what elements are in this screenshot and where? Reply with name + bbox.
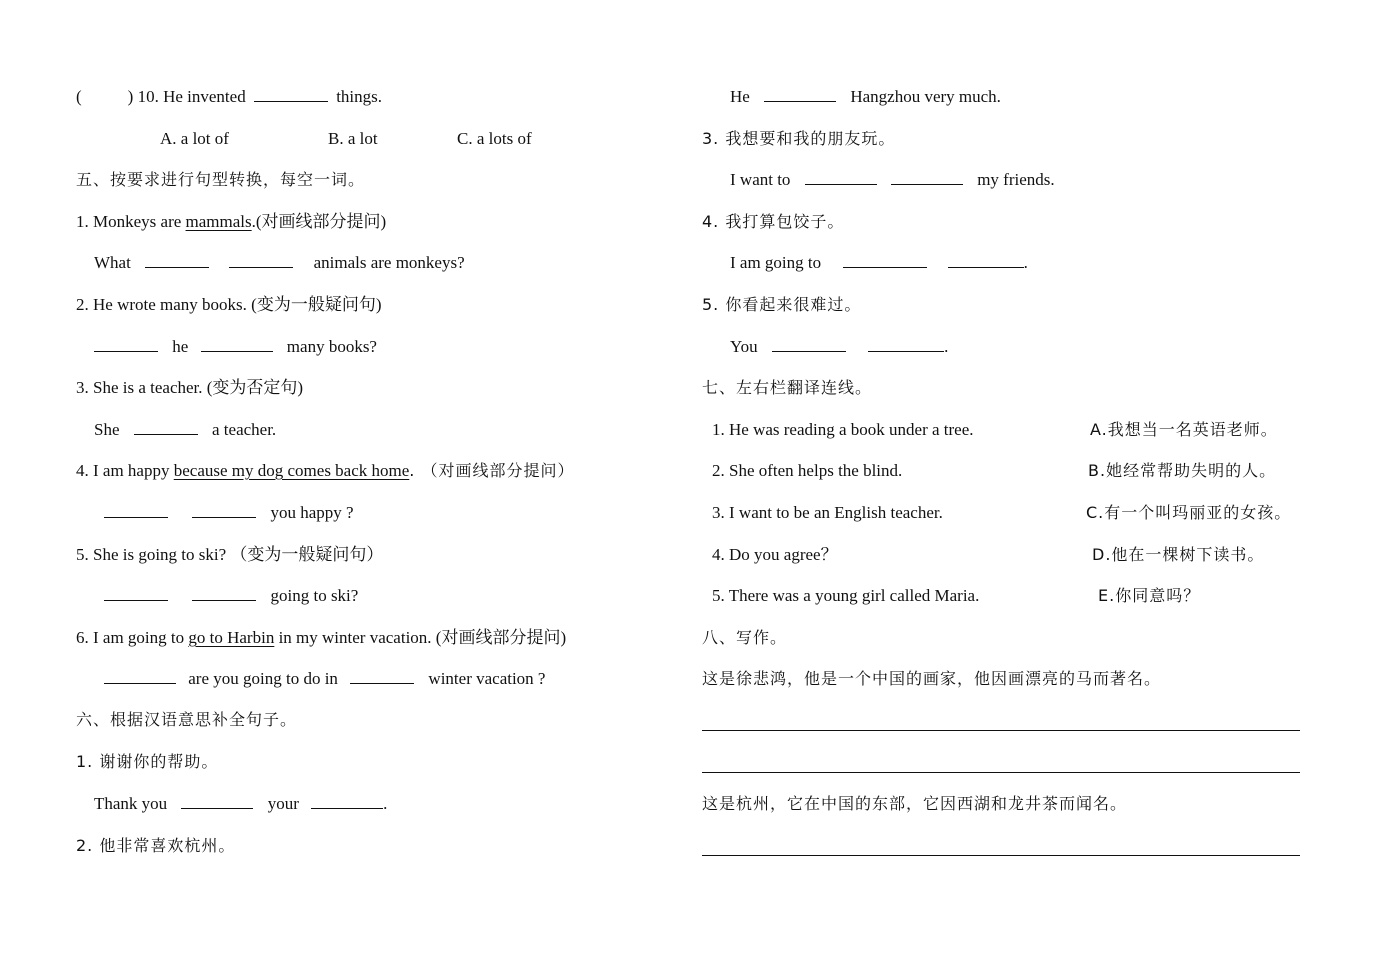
answer-text: What (94, 253, 131, 272)
s5-q4-instruction: . （对画线部分提问） (409, 461, 575, 480)
writing-line[interactable] (702, 730, 1300, 731)
answer-text: my friends. (977, 170, 1055, 189)
answer-text: . (1023, 253, 1028, 272)
answer-blank[interactable] (104, 669, 176, 684)
s5-q4-underlined: because my dog comes back home (173, 461, 410, 480)
answer-text: Hangzhou very much. (850, 87, 1001, 106)
answer-blank[interactable] (805, 170, 877, 185)
answer-blank[interactable] (868, 337, 944, 352)
s5-q1-text: 1. Monkeys are (76, 212, 186, 231)
match-right-item-e: E.你同意吗？ (1098, 586, 1201, 605)
section-8-title: 八、写作。 (702, 628, 788, 647)
s5-answer-1 (94, 252, 465, 274)
s6-answer-3 (730, 169, 1055, 191)
answer-blank[interactable] (948, 253, 1024, 268)
question-10-text-end: things. (336, 87, 383, 106)
answer-text: going to ski? (270, 586, 359, 605)
match-left-item-3: 3. I want to be an English teacher. (712, 503, 943, 522)
s5-q4-text: 4. I am happy (76, 461, 174, 480)
s5-q6-underlined: go to Harbin (188, 628, 275, 647)
s5-question-1 (76, 211, 386, 233)
option-a: A. a lot of (160, 129, 229, 148)
answer-text: winter vacation ? (428, 669, 546, 688)
question-10-text: 10. He invented (137, 87, 246, 106)
s5-q1-instruction: .(对画线部分提问) (251, 212, 387, 231)
s5-q1-underlined: mammals (185, 212, 252, 231)
match-right-item-b: B.她经常帮助失明的人。 (1088, 461, 1277, 480)
writing-prompt-2: 这是杭州，它在中国的东部，它因西湖和龙井茶而闻名。 (702, 794, 1128, 813)
answer-text: He (730, 87, 750, 106)
match-left-item-2: 2. She often helps the blind. (712, 461, 903, 480)
s5-question-2: 2. He wrote many books. (变为一般疑问句) (76, 295, 382, 314)
match-left-item-5: 5. There was a young girl called Maria. (712, 586, 980, 605)
match-left-item-1: 1. He was reading a book under a tree. (712, 420, 974, 439)
answer-text: he (172, 337, 189, 356)
answer-blank[interactable] (772, 337, 846, 352)
section-6-title: 六、根据汉语意思补全句子。 (76, 710, 298, 729)
writing-prompt-1: 这是徐悲鸿，他是一个中国的画家，他因画漂亮的马而著名。 (702, 669, 1162, 688)
answer-blank[interactable] (145, 253, 209, 268)
s5-question-4 (76, 460, 574, 482)
s5-answer-3 (94, 419, 276, 441)
answer-blank[interactable] (201, 337, 273, 352)
s5-question-6 (76, 627, 566, 649)
option-b: B. a lot (328, 129, 378, 148)
s6-question-5: 5. 你看起来很难过。 (702, 295, 862, 314)
answer-text: I am going to (730, 253, 822, 272)
s5-q6-instruction: in my winter vacation. (对画线部分提问) (274, 628, 567, 647)
answer-text: a teacher. (212, 420, 277, 439)
answer-blank[interactable] (311, 794, 383, 809)
s5-q6-text: 6. I am going to (76, 628, 189, 647)
answer-text: You (730, 337, 758, 356)
answer-blank[interactable] (192, 503, 256, 518)
answer-blank[interactable] (229, 253, 293, 268)
answer-blank[interactable] (94, 337, 158, 352)
s5-answer-5 (100, 585, 358, 607)
answer-text: I want to (730, 170, 791, 189)
writing-line[interactable] (702, 772, 1300, 773)
answer-blank[interactable] (891, 170, 963, 185)
match-right-item-a: A.我想当一名英语老师。 (1090, 420, 1278, 439)
answer-text: . (944, 337, 949, 356)
answer-blank[interactable] (134, 420, 198, 435)
answer-blank[interactable] (181, 794, 253, 809)
s6-answer-1 (94, 793, 387, 815)
answer-blank[interactable] (254, 87, 328, 102)
section-7-title: 七、左右栏翻译连线。 (702, 378, 873, 397)
answer-text: . (383, 794, 388, 813)
s5-answer-6 (100, 668, 545, 690)
answer-blank[interactable] (104, 503, 168, 518)
question-10 (76, 86, 382, 108)
s5-question-3: 3. She is a teacher. (变为否定句) (76, 378, 304, 397)
answer-blank[interactable] (192, 586, 256, 601)
paren-close: ) (127, 87, 134, 106)
answer-text: Thank you (94, 794, 168, 813)
s6-question-4: 4. 我打算包饺子。 (702, 212, 845, 231)
section-5-title: 五、按要求进行句型转换，每空一词。 (76, 170, 366, 189)
answer-text: you happy ? (270, 503, 354, 522)
s6-answer-5 (730, 336, 948, 358)
answer-blank[interactable] (350, 669, 414, 684)
s6-question-2: 2. 他非常喜欢杭州。 (76, 836, 236, 855)
paren-open: ( (76, 87, 82, 106)
s6-question-1: 1. 谢谢你的帮助。 (76, 752, 219, 771)
answer-text: She (94, 420, 120, 439)
answer-text: your (267, 794, 299, 813)
answer-text: animals are monkeys? (313, 253, 465, 272)
s5-question-5: 5. She is going to ski? （变为一般疑问句） (76, 545, 384, 564)
s6-question-3: 3. 我想要和我的朋友玩。 (702, 129, 896, 148)
answer-text: are you going to do in (188, 669, 338, 688)
s5-answer-4 (100, 502, 354, 524)
s6-answer-4 (730, 252, 1028, 274)
answer-text: many books? (286, 337, 377, 356)
answer-blank[interactable] (104, 586, 168, 601)
s5-answer-2 (94, 336, 377, 358)
match-left-item-4: 4. Do you agree？ (712, 545, 838, 564)
match-right-item-c: C.有一个叫玛丽亚的女孩。 (1086, 503, 1292, 522)
option-c: C. a lots of (457, 129, 532, 148)
answer-blank[interactable] (843, 253, 927, 268)
match-right-item-d: D.他在一棵树下读书。 (1092, 545, 1265, 564)
writing-line[interactable] (702, 855, 1300, 856)
answer-blank[interactable] (764, 87, 836, 102)
s6-answer-2 (730, 86, 1001, 108)
